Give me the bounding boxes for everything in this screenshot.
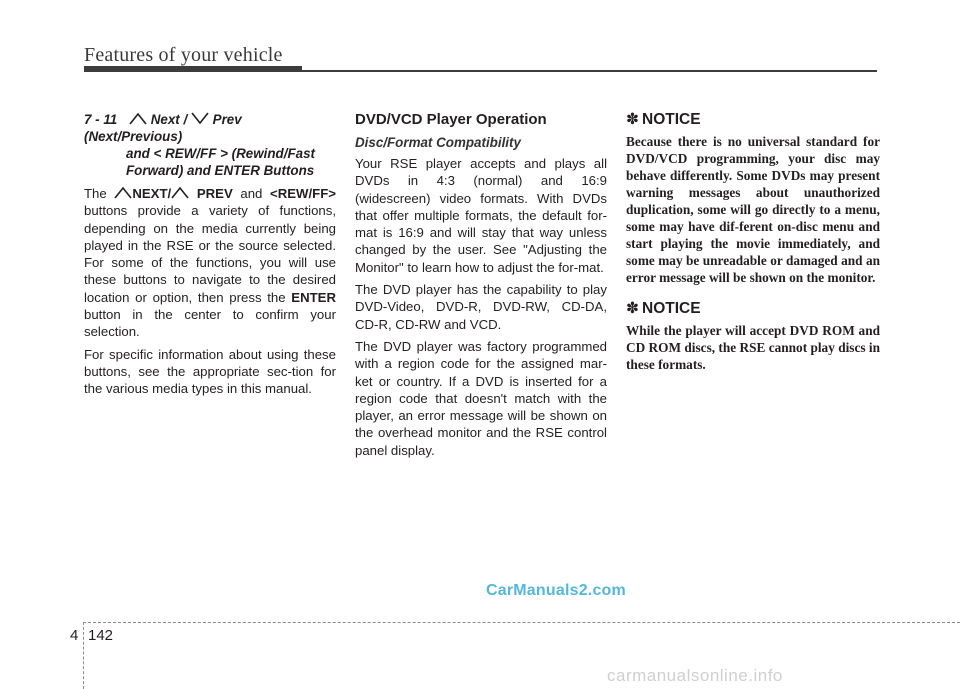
notice-body-rom: While the player will accept DVD ROM and CD ROM discs, the RSE cannot play discs in these formats. xyxy=(626,323,880,372)
notice-label: NOTICE xyxy=(642,111,701,128)
header-rule-thick xyxy=(84,66,302,72)
section-title-line2: and < REW/FF > (Rewind/Fast xyxy=(126,146,315,161)
notice-title xyxy=(626,111,880,129)
column-left xyxy=(84,111,336,403)
paragraph-region-code: The DVD player was factory programmed with a region code for the assigned mar-ket or country. If a DVD is inserted for a region code that doesn't match with the player, an error message will be shown on the overhead monitor and the RSE control panel display. xyxy=(355,338,607,458)
chevron-down-icon xyxy=(191,112,209,125)
page-header-title: Features of your vehicle xyxy=(84,44,283,66)
label-rew-ff: <REW/FF> xyxy=(270,186,336,201)
section-number: 7 - 11 xyxy=(84,112,118,127)
paragraph-specific-info: For specific information about using these buttons, see the appropriate sec-tion for the various media types in this manual. xyxy=(84,346,336,397)
chevron-up-icon xyxy=(171,186,189,199)
chapter-number: 4 xyxy=(70,627,79,644)
footer-divider xyxy=(83,622,960,623)
subheading-compatibility: Disc/Format Compatibility xyxy=(355,135,521,150)
footer-vertical-divider xyxy=(83,622,84,689)
paragraph-formats: Your RSE player accepts and plays all DVDs in 4:3 (normal) and 16:9 (widescreen) video formats. With DVDs that offer multiple formats, the default for-mat is 16:9 and will stay that way unless changed by the user. See "Adjusting the Monitor" to learn how to adjust the for-mat. xyxy=(355,156,607,275)
label-next: NEXT/ xyxy=(132,186,172,201)
section-title-line3: Forward) and ENTER Buttons xyxy=(126,163,315,178)
chevron-up-icon xyxy=(114,186,132,199)
label-prev: PREV xyxy=(196,186,233,201)
label-enter: ENTER xyxy=(291,289,336,305)
paragraph-capability: The DVD player has the capability to play DVD-Video, DVD-R, DVD-RW, CD-DA, CD-R, CD-RW and VCD. xyxy=(355,282,607,332)
section-heading-dvd: DVD/VCD Player Operation xyxy=(355,111,547,128)
watermark-link[interactable]: CarManuals2.com xyxy=(486,582,626,599)
text-body-b: button in the center to confirm your selection. xyxy=(84,307,336,340)
column-middle xyxy=(355,111,607,464)
section-heading-buttons xyxy=(84,111,336,179)
column-right xyxy=(626,111,880,387)
text-body-a: buttons provide a variety of functions, depending on the media currently being played in the RSE or the source selected. For some of the functions, you will use these buttons to navigate to the desired location or option, then press the xyxy=(84,203,336,305)
notice-star-icon: ✽ xyxy=(626,111,639,128)
chevron-up-icon xyxy=(129,112,147,125)
site-watermark: carmanualsonline.info xyxy=(607,666,783,685)
text-and: and xyxy=(240,186,263,201)
section-title-next: Next / xyxy=(150,112,188,127)
notice-label: NOTICE xyxy=(642,300,701,317)
paragraph-buttons-intro xyxy=(84,185,336,341)
text-the: The xyxy=(84,186,107,201)
notice-star-icon: ✽ xyxy=(626,300,639,317)
notice-body-standard: Because there is no universal standard for DVD/VCD programming, your disc may behave differently. Some DVDs may present warning messages about unauthorized duplication, some will go directly to a menu, some may have dif-ferent on-disc menu and start playing the movie immediately, and some may be unreadable or damaged and an error message will be shown on the monitor. xyxy=(626,134,880,285)
header-rule-thin xyxy=(302,70,877,72)
page-number: 142 xyxy=(88,627,114,644)
notice-title xyxy=(626,300,880,318)
section-title-prev: Prev (Next/Previous) xyxy=(84,112,242,144)
